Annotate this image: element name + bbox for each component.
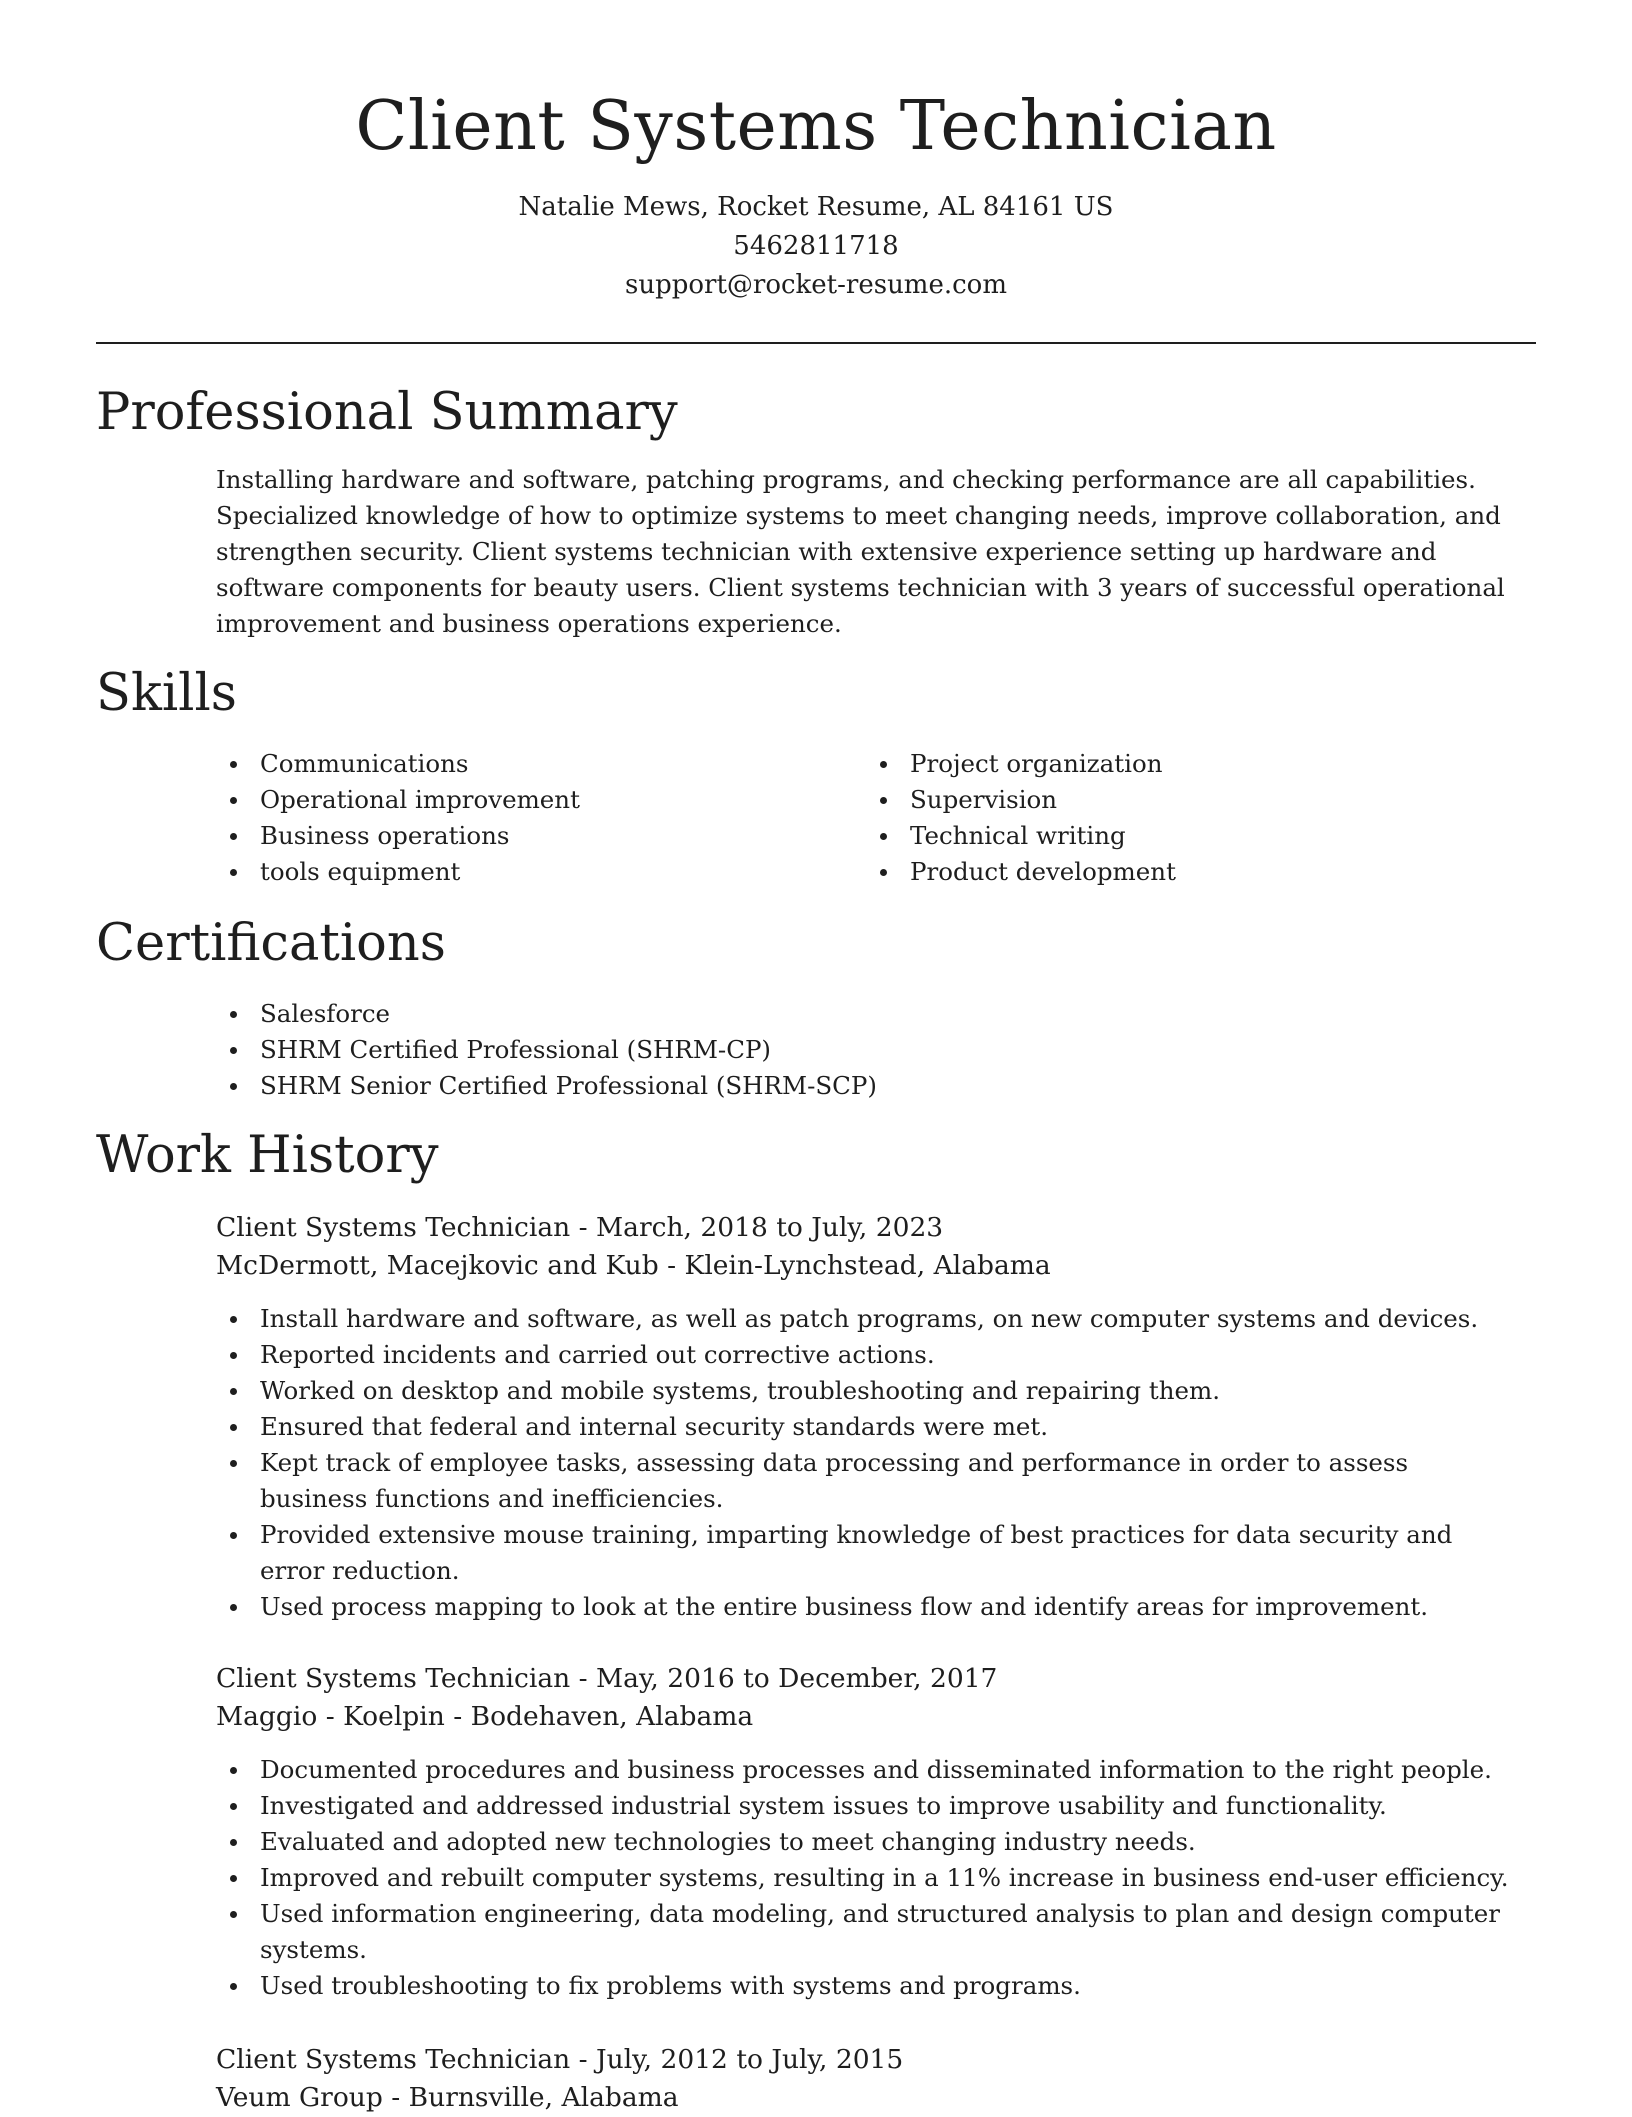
skills-heading: Skills bbox=[96, 664, 237, 723]
job-bullet: Kept track of employee tasks, assessing data processing and performance in order to assess business functions and inefficiencies. bbox=[216, 1445, 1516, 1517]
job-bullet: Improved and rebuilt computer systems, resulting in a 11% increase in business end-user efficiency. bbox=[216, 1860, 1516, 1896]
job-company: Veum Group bbox=[216, 2082, 383, 2113]
job-title-line: Client Systems Technician - March, 2018 to July, 2023 bbox=[216, 1212, 944, 1243]
job-entry bbox=[216, 1209, 1516, 1625]
job-bullet: Provided extensive mouse training, imparting knowledge of best practices for data security and error reduction. bbox=[216, 1517, 1516, 1589]
job-bullet: Used process mapping to look at the entire business flow and identify areas for improvement. bbox=[216, 1589, 1516, 1625]
summary-text: Installing hardware and software, patching programs, and checking performance are all capabilities. Specialized knowledge of how to optimize systems to meet changing needs, improve collaboration, and strengthen security. Client systems technician with extensive experience setting up hardware and software components for beauty users. Client systems technician with 3 years of successful operational improvement and business operations experience. bbox=[216, 465, 1505, 638]
skill-item: tools equipment bbox=[216, 854, 816, 890]
job-bullets bbox=[216, 1301, 1516, 1625]
certification-item: SHRM Certified Professional (SHRM-CP) bbox=[216, 1032, 1516, 1068]
skill-item: Product development bbox=[866, 854, 1466, 890]
job-dates: May, 2016 to December, 2017 bbox=[596, 1663, 998, 1694]
job-bullet: Investigated and addressed industrial system issues to improve usability and functionality. bbox=[216, 1788, 1516, 1824]
work-history-heading: Work History bbox=[96, 1126, 439, 1185]
certifications-heading: Certifications bbox=[96, 914, 446, 973]
certifications-list bbox=[216, 996, 1516, 1104]
contact-email: support@rocket-resume.com bbox=[624, 270, 1007, 300]
skill-item: Project organization bbox=[866, 746, 1466, 782]
job-bullet: Documented procedures and business processes and disseminated information to the right people. bbox=[216, 1752, 1516, 1788]
job-bullet: Ensured that federal and internal security standards were met. bbox=[216, 1409, 1516, 1445]
contact-phone: 5462811718 bbox=[733, 231, 899, 261]
job-bullet: Used troubleshooting to fix problems with systems and programs. bbox=[216, 1968, 1516, 2004]
job-dates: July, 2012 to July, 2015 bbox=[596, 2044, 904, 2075]
job-location: Bodehaven, Alabama bbox=[470, 1701, 754, 1732]
job-bullet: Used information engineering, data modeling, and structured analysis to plan and design computer systems. bbox=[216, 1896, 1516, 1968]
job-title: Client Systems Technician bbox=[216, 1663, 571, 1694]
job-dates: March, 2018 to July, 2023 bbox=[596, 1212, 944, 1243]
skills-list-left bbox=[216, 746, 816, 890]
job-entry bbox=[216, 2041, 1516, 2117]
job-bullet: Evaluated and adopted new technologies to meet changing industry needs. bbox=[216, 1824, 1516, 1860]
job-location: Burnsville, Alabama bbox=[408, 2082, 679, 2113]
summary-heading: Professional Summary bbox=[96, 383, 678, 442]
certification-item: Salesforce bbox=[216, 996, 1516, 1032]
contact-address: Natalie Mews, Rocket Resume, AL 84161 US bbox=[518, 192, 1114, 222]
job-title-line: Client Systems Technician - May, 2016 to December, 2017 bbox=[216, 1663, 998, 1694]
skill-item: Business operations bbox=[216, 818, 816, 854]
contact-info bbox=[0, 188, 1632, 305]
skill-item: Supervision bbox=[866, 782, 1466, 818]
certification-item: SHRM Senior Certified Professional (SHRM-SCP) bbox=[216, 1068, 1516, 1104]
job-bullet: Worked on desktop and mobile systems, troubleshooting and repairing them. bbox=[216, 1373, 1516, 1409]
skills-list-right bbox=[866, 746, 1466, 890]
skill-item: Technical writing bbox=[866, 818, 1466, 854]
job-title-line: Client Systems Technician - July, 2012 to July, 2015 bbox=[216, 2044, 904, 2075]
job-title: Client Systems Technician bbox=[216, 2044, 571, 2075]
job-company-line: McDermott, Macejkovic and Kub - Klein-Lynchstead, Alabama bbox=[216, 1250, 1051, 1281]
job-company-line: Veum Group - Burnsville, Alabama bbox=[216, 2082, 679, 2113]
job-title: Client Systems Technician bbox=[216, 1212, 571, 1243]
job-bullet: Reported incidents and carried out corrective actions. bbox=[216, 1337, 1516, 1373]
header-divider bbox=[96, 342, 1536, 344]
job-company: Maggio - Koelpin bbox=[216, 1701, 445, 1732]
job-bullets bbox=[216, 1752, 1516, 2004]
job-company: McDermott, Macejkovic and Kub bbox=[216, 1250, 659, 1281]
skill-item: Operational improvement bbox=[216, 782, 816, 818]
resume-header bbox=[0, 0, 1632, 305]
job-company-line: Maggio - Koelpin - Bodehaven, Alabama bbox=[216, 1701, 754, 1732]
job-bullet: Install hardware and software, as well as patch programs, on new computer systems and devices. bbox=[216, 1301, 1516, 1337]
skill-item: Communications bbox=[216, 746, 816, 782]
job-location: Klein-Lynchstead, Alabama bbox=[684, 1250, 1051, 1281]
resume-title: Client Systems Technician bbox=[355, 87, 1277, 166]
job-entry bbox=[216, 1660, 1516, 2004]
